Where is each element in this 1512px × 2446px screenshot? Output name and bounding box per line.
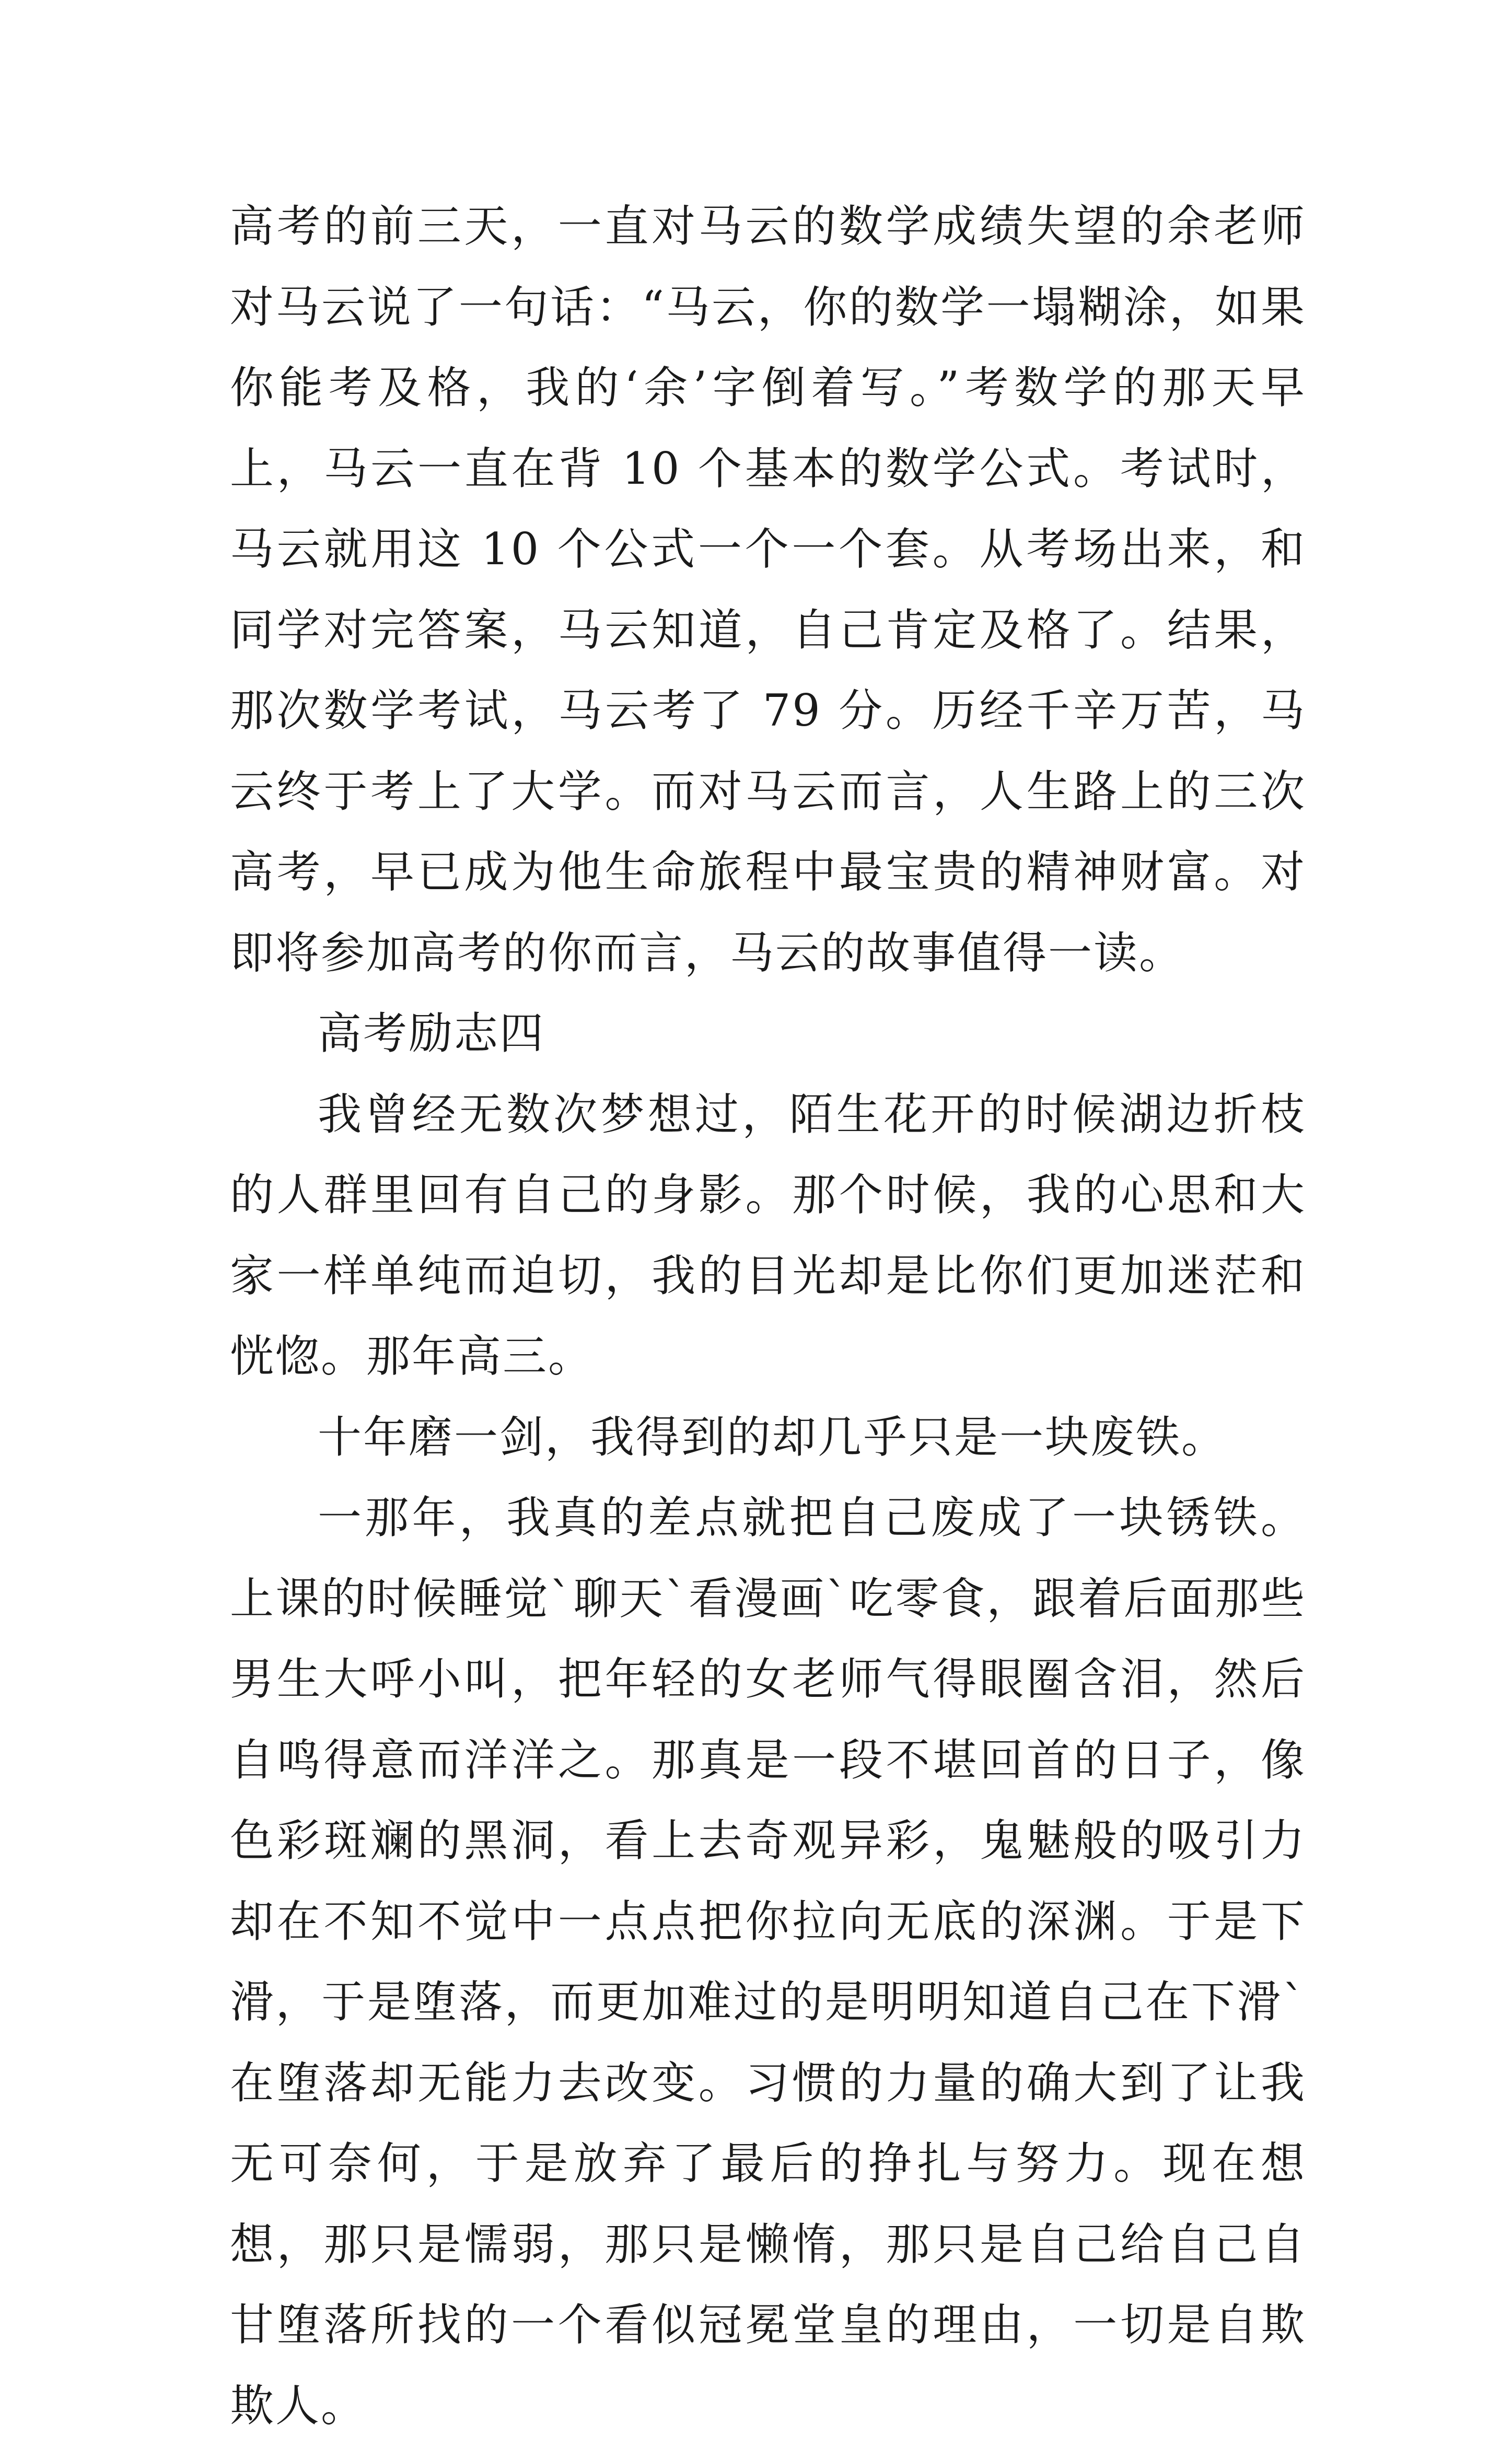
paragraph-dream: 我曾经无数次梦想过，陌生花开的时候湖边折枝的人群里回有自己的身影。那个时候，我的心思和大家一样单纯而迫切，我的目光却是比你们更加迷茫和恍惚。那年高三。 (230, 1088, 1306, 1382)
paragraph-mayun-story: 高考的前三天，一直对马云的数学成绩失望的余老师对马云说了一句话：“马云，你的数学一塌糊涂，如果你能考及格，我的‘余’字倒着写。”考数学的那天早上，马云一直在背 10 个基本的数学公式。考试时，马云就用这 10 个公式一个一个套。从考场出来，和同学对完答案，马云知道，自己肯定及格了。结果，那次数学考试，马云考了 79 分。历经千辛万苦，马云终于考上了大学。而对马云而言，人生路上的三次高考，早已成为他生命旅程中最宝贵的精神财富。对即将参加高考的你而言，马云的故事值得一读。 (230, 201, 1306, 979)
paragraph-ten-years: 十年磨一剑，我得到的却几乎只是一块废铁。 (318, 1411, 1227, 1463)
paragraph-that-year: 一那年，我真的差点就把自己废成了一块锈铁。上课的时候睡觉`聊天`看漫画`吃零食，跟着后面那些男生大呼小叫，把年轻的女老师气得眼圈含泪，然后自鸣得意而洋洋之。那真是一段不堪回首的日子，像色彩斑斓的黑洞，看上去奇观异彩，鬼魅般的吸引力却在不知不觉中一点点把你拉向无底的深渊。于是下滑，于是堕落，而更加难过的是明明知道自己在下滑`在堕落却无能力去改变。习惯的力量的确大到了让我无可奈何，于是放弃了最后的挣扎与努力。现在想想，那只是懦弱，那只是懒惰，那只是自己给自己自甘堕落所找的一个看似冠冕堂皇的理由，一切是自欺欺人。 (230, 1492, 1306, 2431)
section-heading: 高考励志四 (318, 1008, 545, 1059)
document-body (230, 186, 1306, 2446)
